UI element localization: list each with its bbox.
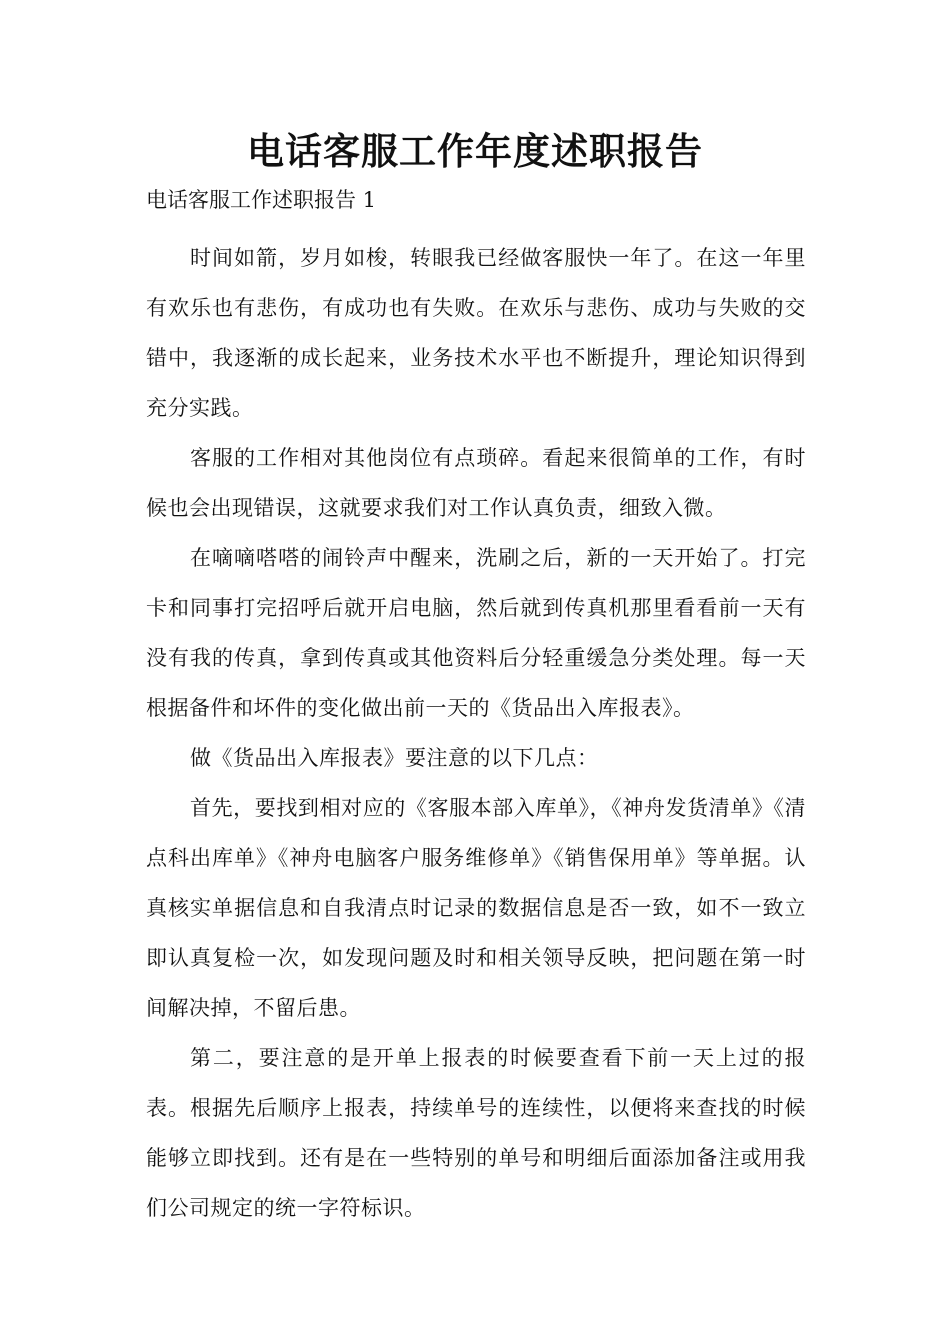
- paragraph: 客服的工作相对其他岗位有点琐碎。看起来很简单的工作，有时候也会出现错误，这就要求我们对工作认真负责，细致入微。: [146, 446, 806, 520]
- paragraph: 在嘀嘀嗒嗒的闹铃声中醒来，洗刷之后，新的一天开始了。打完卡和同事打完招呼后就开启电脑，然后就到传真机那里看看前一天有没有我的传真，拿到传真或其他资料后分轻重缓急分类处理。每一天根据备件和坏件的变化做出前一天的《货品出入库报表》。: [146, 546, 806, 720]
- paragraph: 时间如箭，岁月如梭，转眼我已经做客服快一年了。在这一年里有欢乐也有悲伤，有成功也有失败。在欢乐与悲伤、成功与失败的交错中，我逐渐的成长起来，业务技术水平也不断提升，理论知识得到充分实践。: [146, 246, 806, 420]
- paragraph: 做《货品出入库报表》要注意的以下几点：: [190, 746, 599, 770]
- paragraph: 首先，要找到相对应的《客服本部入库单》，《神舟发货清单》《清点科出库单》《神舟电脑客户服务维修单》《销售保用单》等单据。认真核实单据信息和自我清点时记录的数据信息是否一致，如不一致立即认真复检一次，如发现问题及时和相关领导反映，把问题在第一时间解决掉，不留后患。: [146, 796, 806, 1020]
- document-subtitle: 电话客服工作述职报告 1: [146, 188, 377, 212]
- document-title: 电话客服工作年度述职报告: [247, 130, 703, 173]
- paragraph: 第二，要注意的是开单上报表的时候要查看下前一天上过的报表。根据先后顺序上报表，持续单号的连续性，以便将来查找的时候能够立即找到。还有是在一些特别的单号和明细后面添加备注或用我们公司规定的统一字符标识。: [146, 1046, 806, 1220]
- document-body: [146, 233, 806, 1233]
